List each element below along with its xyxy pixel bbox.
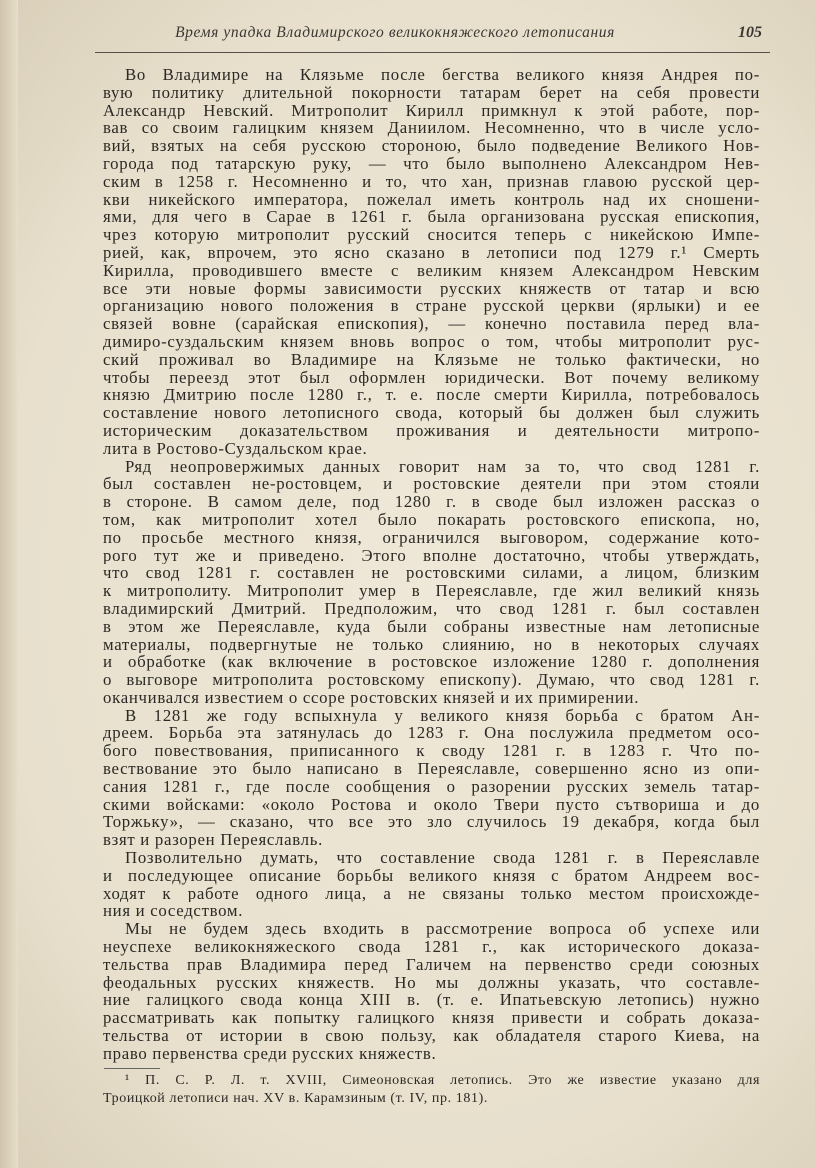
text-line: Торжьку», — сказано, что все это зло случилось 19 декабря, когда был xyxy=(103,813,760,832)
text-line: города под татарскую руку, — что было выполнено Александром Нев- xyxy=(103,154,760,173)
text-line: ния и соседством. xyxy=(103,902,244,921)
text-line: тельства от истории в свою пользу, как обладателя старого Киева, на xyxy=(103,1027,760,1045)
paragraph xyxy=(103,920,760,1062)
footnote-line: Троицкой летописи нач. XV в. Карамзиным (т. IV, пр. 181). xyxy=(103,1090,488,1106)
footnote-separator xyxy=(104,1068,160,1069)
text-line: ходят к работе одного лица, а не связаны только местом происхожде- xyxy=(103,884,760,903)
text-line: рассматривать как попытку галицкого князя привести и собрать доказа- xyxy=(103,1009,760,1028)
text-line: ским в 1258 г. Несомненно и то, что хан, признав главою русской цер- xyxy=(103,172,760,191)
text-line: Александр Невский. Митрополит Кирилл примкнул к этой работе, пор- xyxy=(103,101,760,120)
text-line: неуспехе великокняжеского свода 1281 г., как исторического доказа- xyxy=(103,938,760,956)
paragraph xyxy=(103,66,760,458)
body-text xyxy=(103,66,760,1063)
text-line: о выговоре митрополита ростовскому епископу). Думаю, что свод 1281 г. xyxy=(103,671,760,689)
text-line: историческим доказательством проживания и деятельности митропо- xyxy=(103,421,760,440)
text-line: связей вовне (сарайская епископия), — конечно поставила перед вла- xyxy=(103,315,760,333)
text-line: В 1281 же году вспыхнула у великого князя борьба с братом Ан- xyxy=(125,706,760,725)
running-title: Время упадка Владимирского великокняжеского летописания xyxy=(175,24,615,41)
text-line: вую политику длительной покорности татарам берет на себя провести xyxy=(103,83,760,102)
text-line: вав со своим галицким князем Даниилом. Несомненно, что в числе усло- xyxy=(103,119,760,138)
paragraph xyxy=(103,707,760,849)
text-line: в этом же Переяславле, куда были собраны известные нам летописные xyxy=(103,617,760,636)
text-line: чрез которую митрополит русский сносится теперь с никейскою Импе- xyxy=(103,226,760,244)
text-line: был составлен не-ростовцем, и ростовские деятели при этом стояли xyxy=(103,475,760,494)
text-line: лита в Ростово-Суздальском крае. xyxy=(103,439,368,458)
text-line: Во Владимире на Клязьме после бегства великого князя Андрея по- xyxy=(125,66,760,84)
text-line: ский проживал во Владимире на Клязьме не только фактически, но xyxy=(103,350,760,369)
paragraph xyxy=(103,849,760,920)
text-line: право первенства среди русских княжеств. xyxy=(103,1044,437,1063)
text-line: материалы, подвергнутые не только слиянию, но в некоторых случаях xyxy=(103,635,760,654)
footnote xyxy=(103,1072,760,1107)
text-line: Мы не будем здесь входить в рассмотрение вопроса об успехе или xyxy=(125,920,760,939)
text-line: Ряд неопровержимых данных говорит нам за то, что свод 1281 г. xyxy=(125,457,760,476)
text-line: рией, как, впрочем, это ясно сказано в летописи под 1279 г.¹ Смерть xyxy=(103,243,760,262)
text-line: составление нового летописного свода, который бы должен был служить xyxy=(103,404,760,422)
text-line: все эти новые формы зависимости русских княжеств от татар и всю xyxy=(103,279,760,298)
text-line: тельства прав Владимира перед Галичем на первенство среди союзных xyxy=(103,955,760,974)
text-line: князю Дмитрию после 1280 г., т. е. после смерти Кирилла, потребовалось xyxy=(103,386,760,405)
text-line: организацию нового положения в стране русской церкви (ярлыки) и ее xyxy=(103,297,760,316)
page-header xyxy=(95,24,770,50)
text-line: вий, взятых на себя русскою стороною, было подведение Великого Нов- xyxy=(103,137,760,155)
text-line: Позволительно думать, что составление свода 1281 г. в Переяславле xyxy=(125,849,760,867)
page-number: 105 xyxy=(738,24,762,41)
text-line: димиро-суздальским князем вновь вопрос о том, чтобы митрополит рус- xyxy=(103,332,760,351)
text-line: рого тут же и приведено. Этого вполне достаточно, чтобы утверждать, xyxy=(103,546,760,565)
footnote-line: ¹ П. С. Р. Л. т. XVIII, Симеоновская летопись. Это же известие указано для xyxy=(125,1073,760,1088)
text-line: взят и разорен Переяславль. xyxy=(103,831,323,850)
text-line: чтобы переезд этот был оформлен юридически. Вот почему великому xyxy=(103,368,760,387)
text-line: по просьбе местного князя, ограничился выговором, содержание кото- xyxy=(103,528,760,547)
text-line: Кирилла, проводившего вместе с великим князем Александром Невским xyxy=(103,261,760,280)
text-line: том, как митрополит хотел было покарать ростовского епископа, но, xyxy=(103,510,760,529)
text-line: в стороне. В самом деле, под 1280 г. в своде был изложен рассказ о xyxy=(103,493,760,511)
text-line: вествование это было написано в Переяславле, совершенно ясно из опи- xyxy=(103,760,760,778)
header-rule xyxy=(95,52,770,53)
text-line: что свод 1281 г. составлен не ростовскими силами, а лицом, близким xyxy=(103,564,760,583)
text-line: кви никейского императора, пожелал иметь контроль над их сношени- xyxy=(103,190,760,209)
text-line: к митрополиту. Митрополит умер в Переяславле, где жил великий князь xyxy=(103,582,760,600)
text-line: бого повествования, приписанного к своду 1281 г. в 1283 г. Что по- xyxy=(103,742,760,761)
text-line: ями, для чего в Сарае в 1261 г. была организована русская епископия, xyxy=(103,208,760,227)
paragraph xyxy=(103,458,760,707)
page-edge-shadow xyxy=(0,0,18,1168)
text-line: дреем. Борьба эта затянулась до 1283 г. Она послужила предметом осо- xyxy=(103,724,760,743)
text-line: и последующее описание борьбы великого князя с братом Андреем вос- xyxy=(103,866,760,885)
text-line: феодальных русских княжеств. Но мы должны указать, что составле- xyxy=(103,973,760,992)
text-line: ние галицкого свода конца XIII в. (т. е. Ипатьевскую летопись) нужно xyxy=(103,991,760,1010)
text-line: оканчивался известием о ссоре ростовских князей и их примирении. xyxy=(103,688,640,707)
text-line: и обработке (как включение в ростовское изложение 1280 г. дополнения xyxy=(103,653,760,672)
text-line: владимирский Дмитрий. Предположим, что свод 1281 г. был составлен xyxy=(103,599,760,618)
text-line: скими войсками: «около Ростова и около Твери пусто сътвориша и до xyxy=(103,795,760,814)
text-line: сания 1281 г., где после сообщения о разорении русских земель татар- xyxy=(103,777,760,796)
